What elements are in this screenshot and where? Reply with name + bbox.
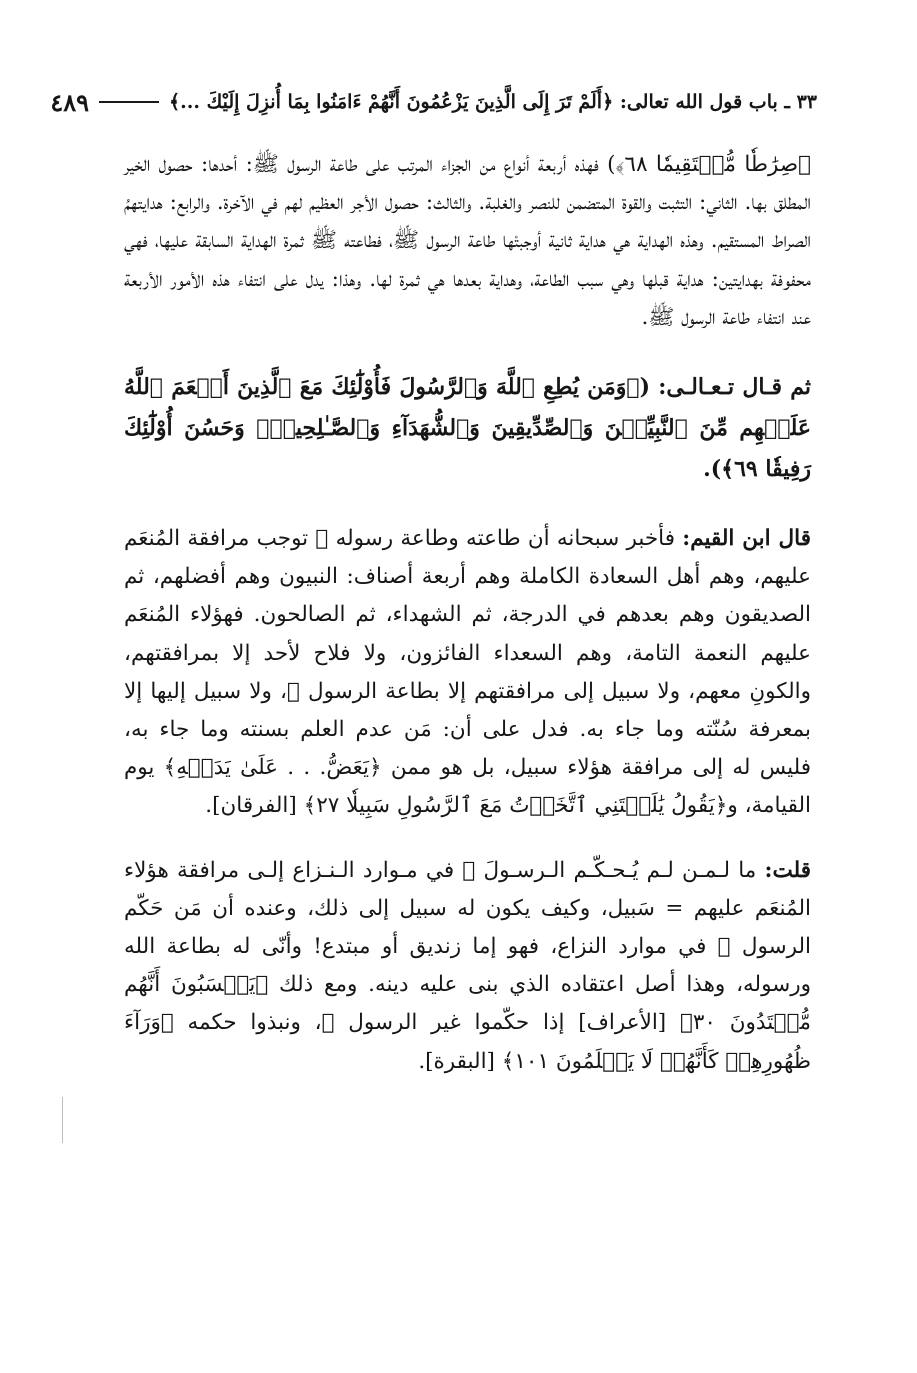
paragraph-lead: ثم قـال تـعـالـى: — [658, 374, 811, 401]
paragraph-text: فأخبر سبحانه أن طاعته وطاعة رسوله ﷺ توجب مرافقة المُنعَم عليهم، وهم أهل السعادة الكاملة وهم أربعة أصناف: النبيون وهم أفضلهم، ثم الصديقون وهم بعدهم في الدرجة، ثم الشهداء، ثم الصالحون. فهؤلاء المُنعَم عليهم النعمة التامة، وهم السعداء الفائزون، ولا فلاح لأحد إلا بمرافقتهم، والكونِ معهم، ولا سبيل إلى مرافقتهم إلا بطاعة الرسول ﷺ، ولا سبيل إليها إلا بمعرفة سُنّته وما جاء به. فدل على أن: مَن عدم العلم بسنته وما جاء به، فليس له إلى مرافقة هؤلاء سبيل، بل هو ممن ﴿يَعَضُّ. . . عَلَىٰ يَدَيۡهِ﴾ يوم القيامة، و﴿يَقُولُ يَٰلَيۡتَنِي ٱتَّخَذۡتُ مَعَ ٱلرَّسُولِ سَبِيلٗا ٢٧﴾ [الفرقان]. — [124, 526, 811, 819]
page-number: ٤٨٩ — [50, 87, 89, 117]
paragraph-lead: قال ابن القيم: — [682, 526, 811, 552]
paragraph-verse-69 — [124, 367, 811, 490]
paragraph-lead: قلت: — [764, 857, 811, 883]
paragraph-rewards-of-obedience — [124, 146, 811, 337]
chapter-title: ٣٣ ـ باب قول الله تعالى: ﴿أَلَمْ تَرَ إِلَى الَّذِينَ يَزْعُمُونَ أَنَّهُمْ ءَامَنُوا بِمَا أُنزِلَ إِلَيْكَ ...﴾ — [169, 91, 817, 113]
paragraph-author-comment — [124, 852, 811, 1081]
paragraph-ibn-alqayyim — [124, 520, 811, 826]
page-body — [124, 146, 811, 1107]
header-rule — [99, 101, 159, 103]
running-header — [40, 84, 817, 120]
scan-margin-mark — [62, 1097, 63, 1143]
quran-verse: (﴿وَمَن يُطِعِ ٱللَّهَ وَٱلرَّسُولَ فَأُوْلَٰٓئِكَ مَعَ ٱلَّذِينَ أَنۡعَمَ ٱللَّهُ عَلَيۡهِم مِّنَ ٱلنَّبِيِّـۧنَ وَٱلصِّدِّيقِينَ وَٱلشُّهَدَآءِ وَٱلصَّـٰلِحِينَۚ وَحَسُنَ أُوْلَٰٓئِكَ رَفِيقٗا ٦٩﴾). — [124, 374, 811, 483]
paragraph-text: ﴿صِرَٰطٗا مُّسۡتَقِيمٗا ٦٨﴾) فهذه أربعة أنواع من الجزاء المرتب على طاعة الرسول ﷺ: أحدها: حصول الخير المطلق بها. الثاني: التثبت والقوة المتضمن للنصر والغلبة. والثالث: حصول الأجر العظيم لهم في الآخرة. والرابع: هدايتهمُ الصراط المستقيم. وهذه الهداية هي هداية ثانية أوجبتْها طاعة الرسول ﷺ، فطاعته ﷺ ثمرة الهداية السابقة عليها، فهي محفوفة بهدايتين: هداية قبلها وهي سبب الطاعة، وهداية بعدها هي ثمرة لها. وهذا: يدل على انتفاء هذه الأمور الأربعة عند انتفاء طاعة الرسول ﷺ. — [124, 152, 812, 330]
paragraph-text: ما لـمـن لـم يُـحـكّـم الـرسـولَ ﷺ في مـوارد الـنـزاع إلـى مرافقة هؤلاء المُنعَم عليهم = سَبيل، وكيف يكون له سبيل إلى ذلك، وعنده أن مَن حَكّم الرسول ﷺ في موارد النزاع، فهو إما زنديق أو مبتدع! وأنّى له بطاعة الله ورسوله، وهذا أصل اعتقاده الذي بنى عليه دينه. ومع ذلك ﴿يَحۡسَبُونَ أَنَّهُم مُّهۡتَدُونَ ٣٠﴾ [الأعراف] إذا حكّموا غير الرسول ﷺ، ونبذوا حكمه ﴿وَرَآءَ ظُهُورِهِمۡ كَأَنَّهُمۡ لَا يَعۡلَمُونَ ١٠١﴾ [البقرة]. — [124, 857, 811, 1074]
